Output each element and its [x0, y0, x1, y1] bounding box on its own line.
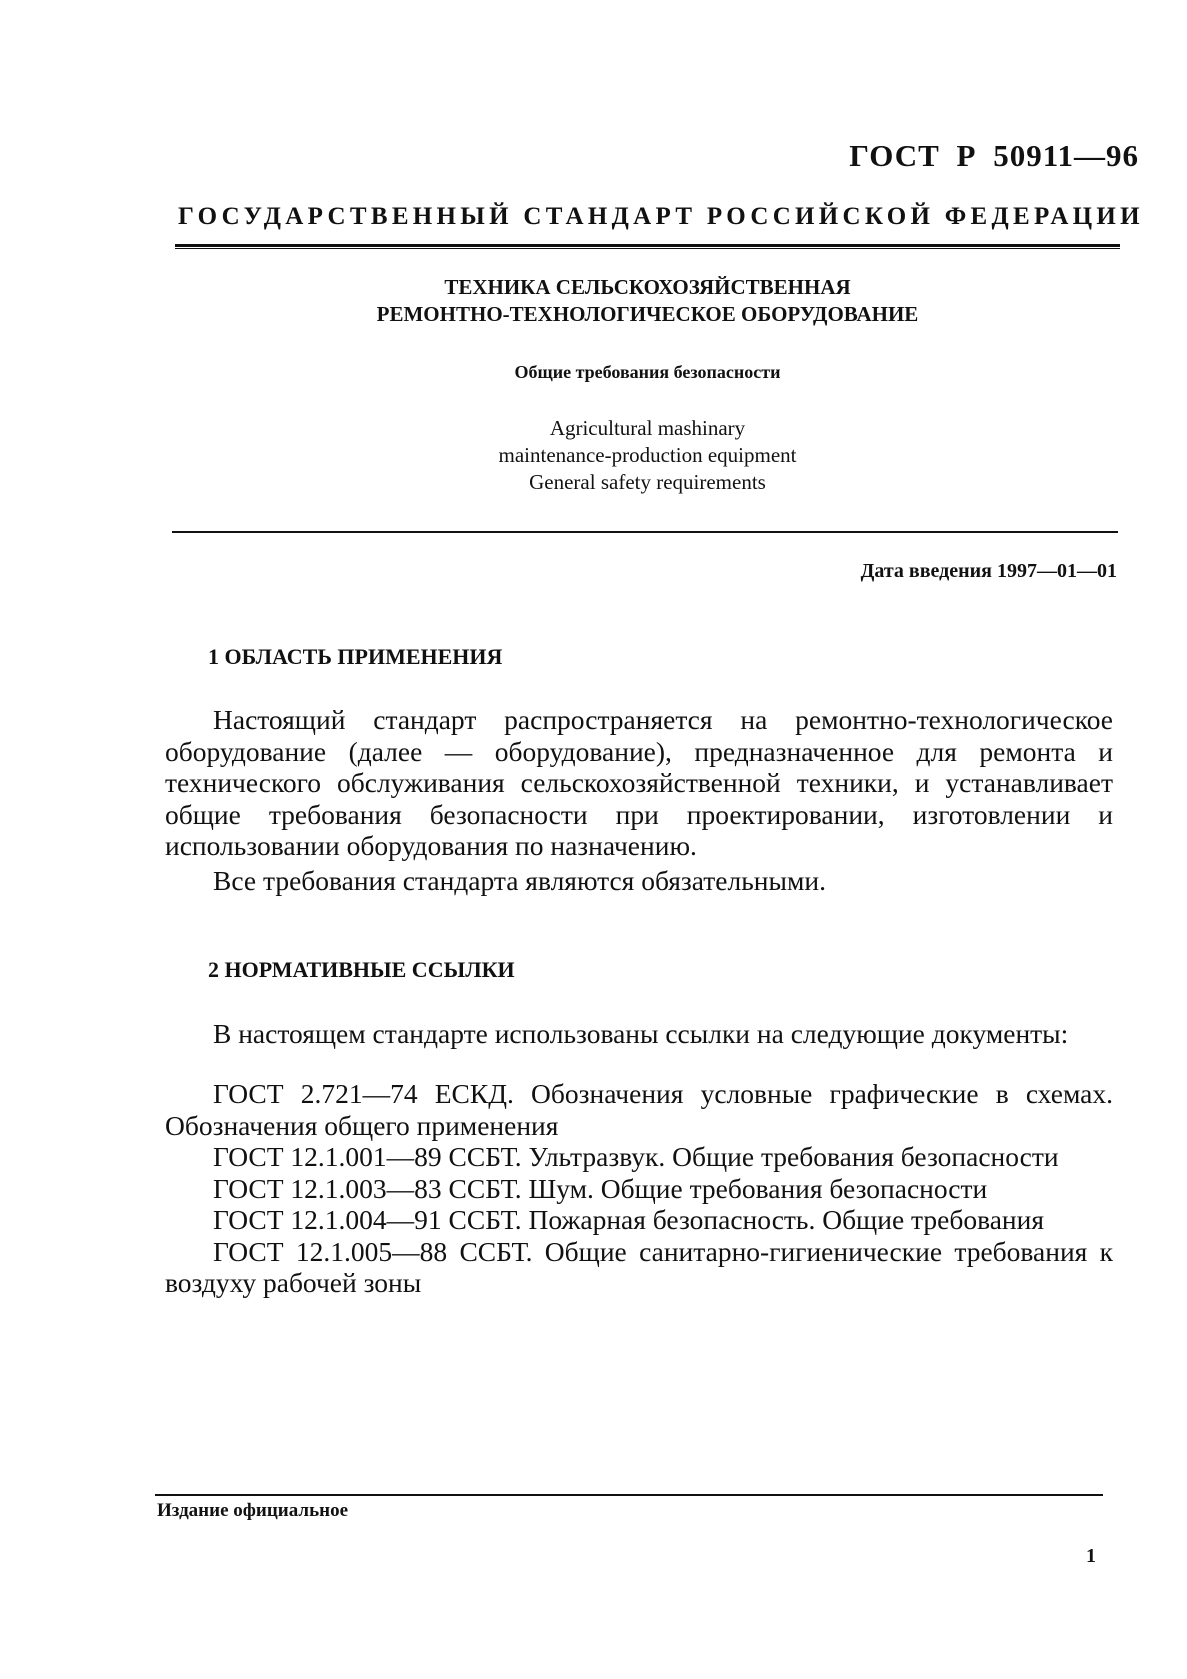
state-standard-heading: ГОСУДАРСТВЕННЫЙ СТАНДАРТ РОССИЙСКОЙ ФЕДЕРАЦИИ	[178, 203, 1144, 230]
english-title-line-1: Agricultural mashinary	[549, 416, 746, 440]
subtitle: Общие требования безопасности	[514, 362, 781, 382]
english-title-line-3: General safety requirements	[529, 470, 766, 494]
reference-item: ГОСТ 2.721—74 ЕСКД. Обозначения условные графические в схемах. Обозначения общего применения	[165, 1078, 1113, 1141]
reference-list	[165, 1078, 1113, 1299]
section-1-paragraph-2: Все требования стандарта являются обязательными.	[213, 864, 826, 896]
english-title-line-2: maintenance-production equipment	[498, 443, 797, 467]
reference-item: ГОСТ 12.1.001—89 ССБТ. Ультразвук. Общие требования безопасности	[213, 1141, 1059, 1172]
page-number: 1	[1086, 1545, 1096, 1567]
section-1-paragraph-1: Настоящий стандарт распространяется на ремонтно-технологическое оборудование (далее — оборудование), предназначенное для ремонта и технического обслуживания сельскохозяйственной техники, и устанавливает общие требования безопасности при проектировании, изготовлении и использовании оборудования по назначению.	[165, 704, 1113, 861]
section-1-body	[165, 704, 1113, 896]
title-line-2: РЕМОНТНО-ТЕХНОЛОГИЧЕСКОЕ ОБОРУДОВАНИЕ	[376, 302, 919, 326]
section-2-intro-block	[165, 1018, 1113, 1050]
title-divider	[172, 531, 1118, 533]
section-2-intro: В настоящем стандарте использованы ссылки на следующие документы:	[213, 1018, 1069, 1049]
reference-item: ГОСТ 12.1.004—91 ССБТ. Пожарная безопасность. Общие требования	[213, 1204, 1044, 1235]
section-2-heading: 2 НОРМАТИВНЫЕ ССЫЛКИ	[208, 957, 515, 982]
header-divider	[175, 244, 1120, 249]
footer-divider	[155, 1494, 1103, 1496]
reference-item: ГОСТ 12.1.003—83 ССБТ. Шум. Общие требования безопасности	[213, 1172, 988, 1204]
official-edition-note: Издание официальное	[157, 1500, 349, 1521]
introduction-date: Дата введения 1997—01—01	[860, 560, 1117, 582]
section-1-heading: 1 ОБЛАСТЬ ПРИМЕНЕНИЯ	[208, 644, 503, 669]
title-line-1: ТЕХНИКА СЕЛЬСКОХОЗЯЙСТВЕННАЯ	[444, 275, 851, 299]
reference-item: ГОСТ 12.1.005—88 ССБТ. Общие санитарно-гигиенические требования к воздуху рабочей зоны	[165, 1235, 1113, 1298]
document-code: ГОСТ Р 50911—96	[849, 138, 1139, 173]
